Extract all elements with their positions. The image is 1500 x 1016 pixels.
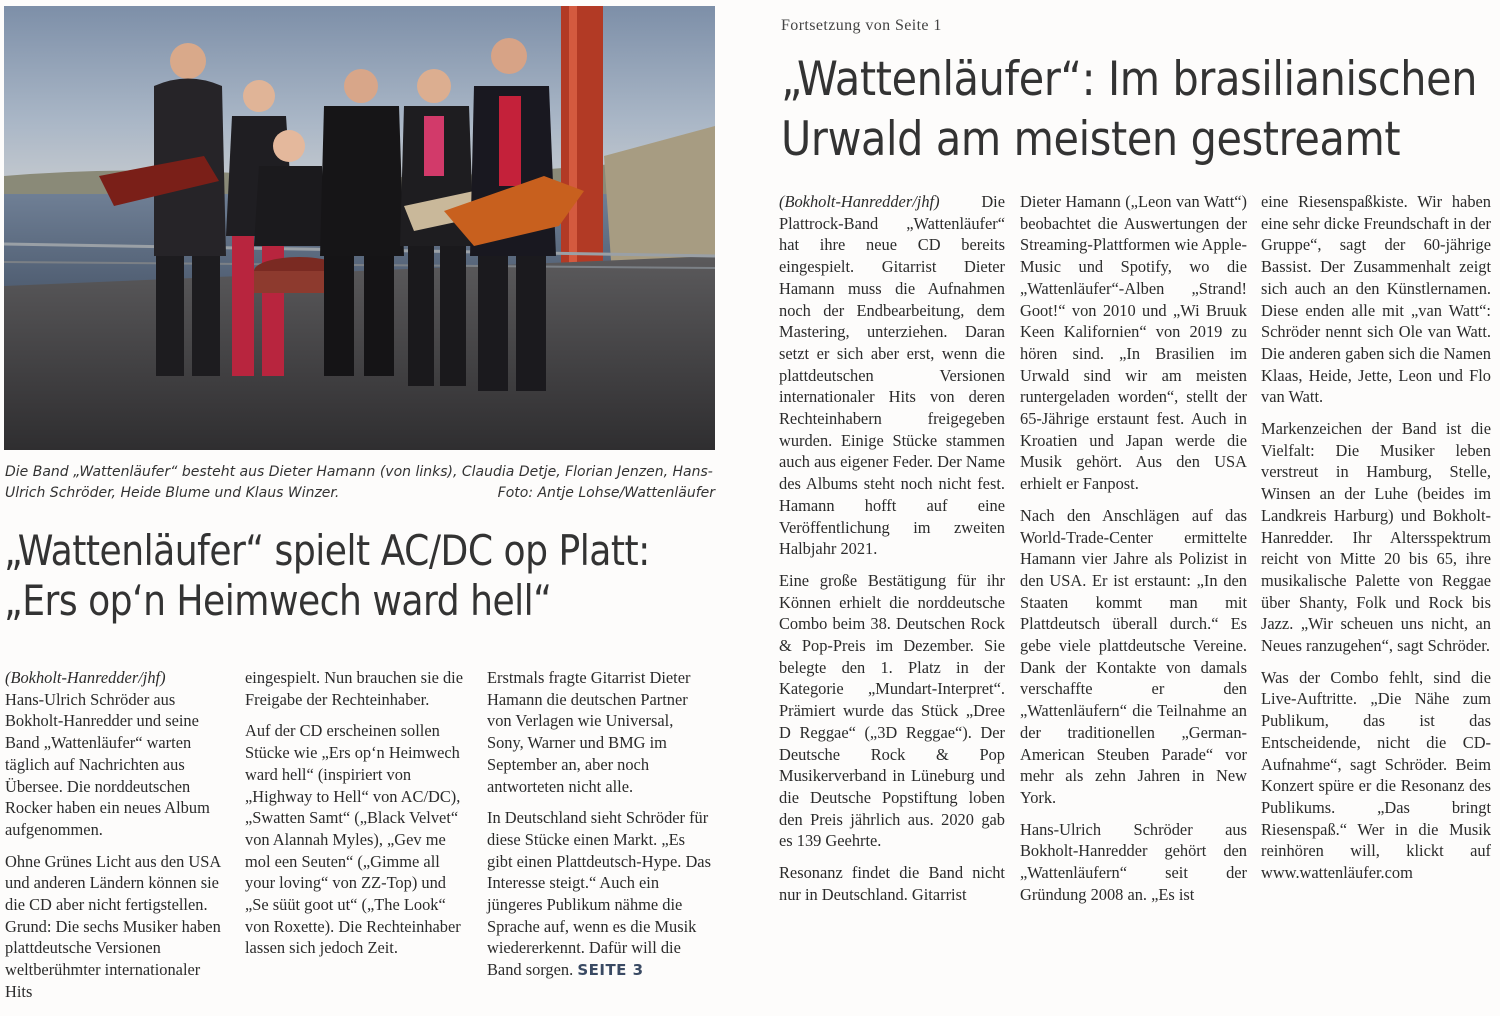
left-col1-paragraph-1: Hans-Ulrich Schröder aus Bokholt-Hanredder und seine Band „Wattenläufer“ warten täglich auf Nachrichten aus Übersee. Die norddeutschen Rocker haben ein neues Album aufgenommen. xyxy=(5,689,210,839)
left-article-column-1 xyxy=(5,667,230,1013)
right-article-headline xyxy=(781,50,1478,170)
left-headline-line1: „Wattenläufer“ spielt AC/DC op Platt: xyxy=(4,526,650,575)
right-col2-paragraph-3: Hans-Ulrich Schröder aus Bokholt-Hanredder gehört den „Wattenläufern“ seit der Gründung 2008 an. „Es ist xyxy=(1020,819,1247,904)
right-col2-paragraph-1: Dieter Hamann („Leon van Watt“) beobachtet die Auswertungen der Streaming-Plattformen wie Apple-Music und Spotify, wo die „Wattenläufer“-Alben „Strand! Goot!“ von 2010 und „Wi Bruuk Keen Kalifornien“ von 2019 zu hören sind. „In Brasilien im Urwald sind wir am meisten runtergeladen worden“, stellt der 65-Jährige erstaunt fest. Auch in Kroatien und Japan werde die Musik gehört. Aus den USA erhielt er Fanpost. xyxy=(1020,192,1247,494)
left-col3-paragraph-1: Erstmals fragte Gitarrist Dieter Hamann die deutschen Partner von Verlagen wie Universal, Sony, Warner und BMG im September an, aber noch antworteten nicht alle. xyxy=(487,668,691,796)
right-article-dateline: (Bokholt-Hanredder/jhf) xyxy=(779,192,940,211)
left-article-column-3 xyxy=(487,667,712,992)
right-article-column-2 xyxy=(1020,191,1247,916)
right-col3-paragraph-1: eine Riesenspaßkiste. Wir haben eine sehr dicke Freundschaft in der Gruppe“, sagt der 60-jährige Bassist. Der Zusammenhalt zeigt sich auch an den Künstlernamen. Diese enden alle mit „van Watt“: Schröder nennt sich Ole van Watt. Die anderen gaben sich die Namen Klaas, Heide, Jette, Leon und Flo van Watt. xyxy=(1261,192,1491,407)
left-col1-paragraph-2: Ohne Grünes Licht aus den USA und anderen Ländern können sie die CD aber nicht fertigstellen. Grund: Die sechs Musiker haben plattdeutsche Versionen weltberühmter internationaler Hits xyxy=(5,851,221,1001)
left-col2-paragraph-1: eingespielt. Nun brauchen sie die Freigabe der Rechteinhaber. xyxy=(245,668,464,709)
right-col1-paragraph-3: Resonanz findet die Band nicht nur in Deutschland. Gitarrist xyxy=(779,863,1005,904)
left-col3-paragraph-2: In Deutschland sieht Schröder für diese Stücke einen Markt. „Es gibt einen Plattdeutsch-Hype. Das Interesse steigt.“ Auch ein jüngeres Publikum nähme die Sprache auf, wenn es die Musik wiedererkennt. Dafür will die Band sorgen. xyxy=(487,808,711,980)
right-headline-line2: Urwald am meisten gestreamt xyxy=(781,112,1401,167)
left-article-column-2 xyxy=(245,667,473,969)
left-article-headline xyxy=(4,526,650,626)
left-col2-paragraph-2: Auf der CD erscheinen sollen Stücke wie „Ers op‘n Heimwech ward hell“ (inspiriert von „Highway to Hell“ von AC/DC), „Swatten Samt“ („Black Velvet“ von Alannah Myles), „Gev me mol een Seuten“ („Gimme all your loving“ von ZZ-Top) und „Se süüt goot ut“ („The Look“ von Roxette). Die Rechteinhaber lassen sich jedoch Zeit. xyxy=(245,721,461,958)
left-article-dateline: (Bokholt-Hanredder/jhf) xyxy=(5,668,166,687)
photo-caption xyxy=(5,462,715,504)
page-reference: SEITE 3 xyxy=(577,961,644,980)
right-col1-paragraph-2: Eine große Bestätigung für ihr Können erhielt die norddeutsche Combo beim 38. Deutschen Rock & Pop-Preis im Dezember. Sie belegte den 1. Platz in der Kategorie „Mundart-Interpret“. Prämiert wurde das Stück „Dree D Reggae“ („3D Reggae“). Der Deutsche Rock & Pop Musikerverband in Lüneburg und die Deutsche Popstiftung loben den Preis jährlich aus. 2020 gab es 139 Geehrte. xyxy=(779,570,1005,851)
right-col3-paragraph-3: Was der Combo fehlt, sind die Live-Auftritte. „Die Nähe zum Publikum, das ist das Entscheidende, nicht die CD-Aufnahme“, sagt Schröder. Beim Konzert spüre er die Resonanz des Publikums. „Das bringt Riesenspaß.“ Wer in die Musik reinhören will, klickt auf www.wattenläufer.com xyxy=(1261,667,1491,883)
right-col3-paragraph-2: Markenzeichen der Band ist die Vielfalt: Die Musiker leben verstreut in Hamburg, Stelle, Winsen an der Luhe (beides im Landkreis Harburg) und Bokholt-Hanredder. Ihr Altersspektrum reicht von Mitte 20 bis 65, ihre musikalische Palette von Reggae über Shanty, Folk und Rock bis Jazz. „Wir scheuen uns nicht, an Neues ranzugehen“, sagt Schröder. xyxy=(1261,419,1491,656)
photo-credit: Foto: Antje Lohse/Wattenläufer xyxy=(497,485,715,501)
right-headline-line1: „Wattenläufer“: Im brasilianischen xyxy=(781,52,1478,107)
left-headline-line2: „Ers op‘n Heimwech ward hell“ xyxy=(4,576,552,625)
right-col2-paragraph-2: Nach den Anschlägen auf das World-Trade-Center ermittelte Hamann vier Jahre als Polizist in den USA. Er ist erstaunt: „In den Staaten kommt man mit Plattdeutsch überall durch.“ Es gebe viele plattdeutsche Vereine. Dank der Kontakte von damals verschaffte er den „Wattenläufern“ die Teilnahme an der traditionellen „German-American Steuben Parade“ vor mehr als zehn Jahren in New York. xyxy=(1020,505,1247,807)
band-photo xyxy=(4,6,715,450)
right-col1-paragraph-1: Die Plattrock-Band „Wattenläufer“ hat ihre neue CD bereits eingespielt. Gitarrist Dieter Hamann muss die Aufnahmen noch der Endbearbeitung, dem Mastering, unterziehen. Daran setzt er sich aber erst, wenn die plattdeutschen Versionen internationaler Hits von deren Rechteinhabern freigegeben wurden. Einige Stücke stammen auch aus eigener Feder. Der Name des Albums steht noch nicht fest. Hamann hofft auf eine Veröffentlichung im zweiten Halbjahr 2021. xyxy=(779,192,1005,559)
caption-text: Die Band „Wattenläufer“ besteht aus Dieter Hamann (von links), Claudia Detje, Florian Jenzen, Hans-Ulrich Schröder, Heide Blume und Klaus Winzer. xyxy=(5,464,713,501)
right-article-column-1 xyxy=(779,191,1005,916)
continuation-kicker: Fortsetzung von Seite 1 xyxy=(781,17,942,34)
right-article-column-3 xyxy=(1261,191,1491,894)
